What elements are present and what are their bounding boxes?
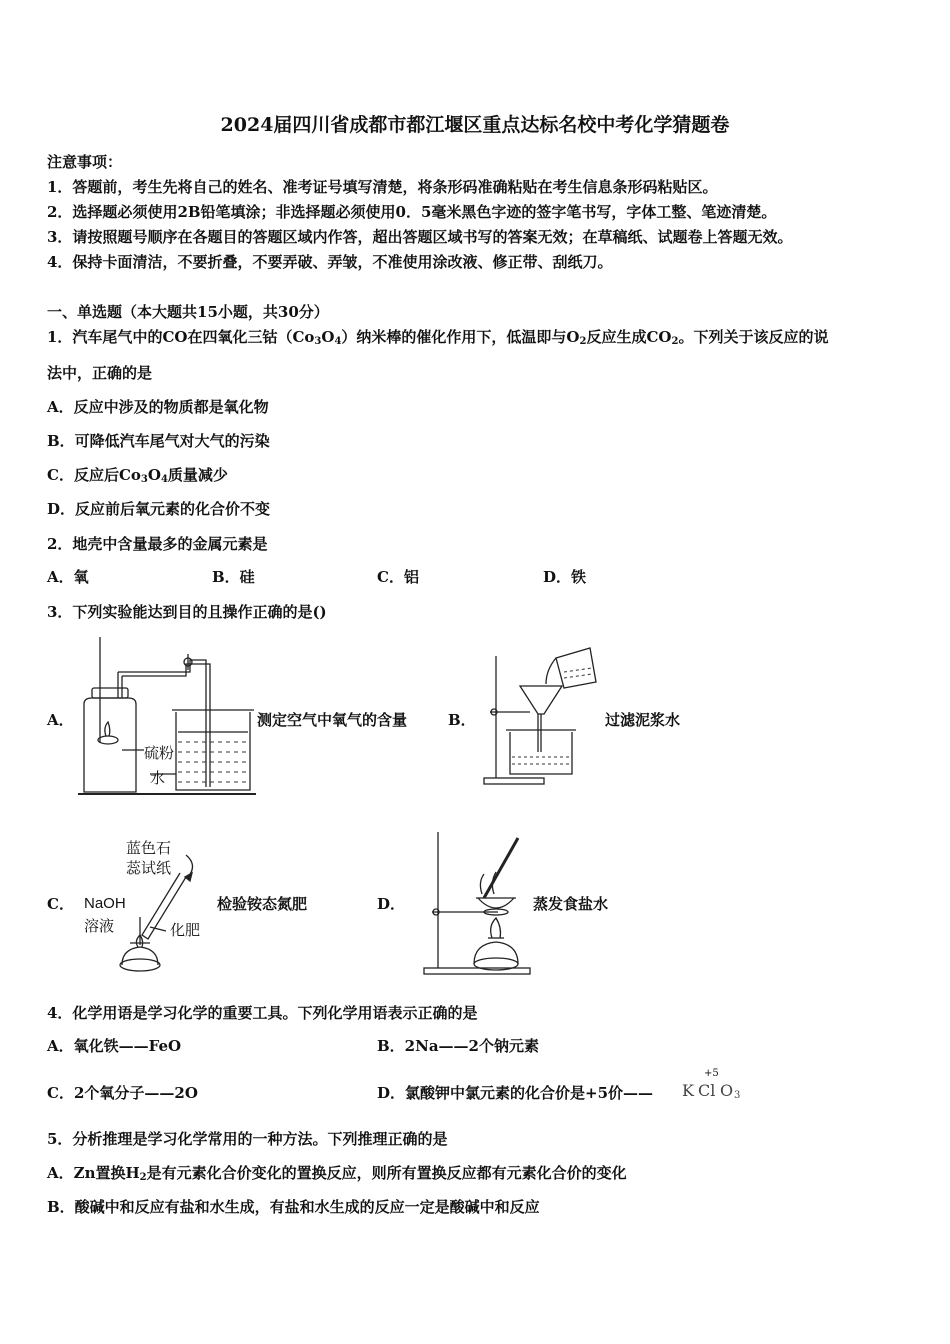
q4-stem: 4．化学用语是学习化学的重要工具。下列化学用语表示正确的是 xyxy=(47,1004,478,1022)
q1-option-b: B．可降低汽车尾气对大气的污染 xyxy=(47,432,270,450)
q5-stem: 5．分析推理是学习化学常用的一种方法。下列推理正确的是 xyxy=(47,1130,448,1148)
q1-option-a: A．反应中涉及的物质都是氧化物 xyxy=(47,398,269,416)
formula-o: O xyxy=(720,1081,734,1100)
q3-option-b-label: B． xyxy=(448,711,476,729)
apparatus-filtration xyxy=(480,642,605,787)
filtration-drawing xyxy=(480,642,605,787)
oxygen-apparatus-drawing xyxy=(78,632,258,798)
label-water: 水 xyxy=(150,769,166,787)
page-title: 2024届四川省成都市都江堰区重点达标名校中考化学猜题卷 xyxy=(220,114,730,136)
label-solution: 溶液 xyxy=(84,917,115,935)
q1-option-d: D．反应前后氧元素的化合价不变 xyxy=(47,500,271,518)
q3-option-d-text: 蒸发食盐水 xyxy=(533,895,609,913)
apparatus-ammonium-test xyxy=(82,835,217,980)
chemical-formula-kclo3 xyxy=(682,1068,752,1104)
q2-option-c: C．铝 xyxy=(377,568,419,586)
notice-item: 2．选择题必须使用2B铅笔填涂；非选择题必须使用0．5毫米黑色字迹的签字笔书写，字体工整、笔迹清楚。 xyxy=(47,203,777,221)
notice-item: 4．保持卡面清洁，不要折叠，不要弄破、弄皱，不准使用涂改液、修正带、刮纸刀。 xyxy=(47,253,613,271)
evaporation-drawing xyxy=(418,826,533,978)
formula-k: K xyxy=(682,1081,694,1100)
q1-stem-line2: 法中，正确的是 xyxy=(47,364,153,382)
label-naoh: NaOH xyxy=(84,895,126,912)
formula-subscript: 3 xyxy=(734,1090,741,1101)
q2-option-b: B．硅 xyxy=(212,568,255,586)
q3-option-c-text: 检验铵态氮肥 xyxy=(217,895,308,913)
q4-option-c: C．2个氧分子——2O xyxy=(47,1084,198,1102)
notice-item: 1．答题前，考生先将自己的姓名、准考证号填写清楚，将条形码准确粘贴在考生信息条形码粘贴区。 xyxy=(47,178,718,196)
q3-option-c-label: C． xyxy=(47,895,74,913)
notice-item: 3．请按照题号顺序在各题目的答题区域内作答，超出答题区域书写的答案无效；在草稿纸、试题卷上答题无效。 xyxy=(47,228,793,246)
q5-option-b: B．酸碱中和反应有盐和水生成，有盐和水生成的反应一定是酸碱中和反应 xyxy=(47,1198,540,1216)
q3-stem: 3．下列实验能达到目的且操作正确的是() xyxy=(47,603,327,621)
q2-stem: 2．地壳中含量最多的金属元素是 xyxy=(47,535,268,553)
q3-option-d-label: D． xyxy=(377,895,406,913)
label-litmus-paper-2: 蕊试纸 xyxy=(126,859,172,877)
valence-superscript: +5 xyxy=(704,1068,719,1079)
label-litmus-paper: 蓝色石 xyxy=(126,839,172,857)
q4-option-b: B．2Na——2个钠元素 xyxy=(377,1037,539,1055)
label-sulfur-powder: 硫粉 xyxy=(144,744,175,762)
apparatus-evaporation xyxy=(418,826,533,978)
q2-option-a: A．氧 xyxy=(47,568,89,586)
q1-stem: 1．汽车尾气中的CO在四氧化三钴$(Co_3O_4)$纳米棒的催化作用下，低温即与$O_2$反应生成$CO_2$。下列关于该反应的说 xyxy=(47,328,829,347)
formula-cl: Cl xyxy=(698,1081,716,1100)
q1-option-c: C．反应后$Co_3O_4$质量减少 xyxy=(47,466,228,485)
q2-option-d: D．铁 xyxy=(543,568,587,586)
label-fertilizer: 化肥 xyxy=(170,921,201,939)
q5-option-a: A．Zn置换$H_2$是有元素化合价变化的置换反应，则所有置换反应都有元素化合价的变化 xyxy=(47,1164,627,1183)
section-heading: 一、单选题（本大题共15小题，共30分） xyxy=(47,303,329,321)
q4-option-d: D．氯酸钾中氯元素的化合价是+5价—— xyxy=(377,1084,654,1102)
notice-heading: 注意事项： xyxy=(47,153,123,171)
q3-option-a-label: A． xyxy=(47,711,74,729)
q4-option-a: A．氧化铁——FeO xyxy=(47,1037,182,1055)
q3-option-b-text: 过滤泥浆水 xyxy=(605,711,681,729)
q3-option-a-text: 测定空气中氧气的含量 xyxy=(257,711,408,729)
apparatus-oxygen-measure xyxy=(78,632,258,798)
